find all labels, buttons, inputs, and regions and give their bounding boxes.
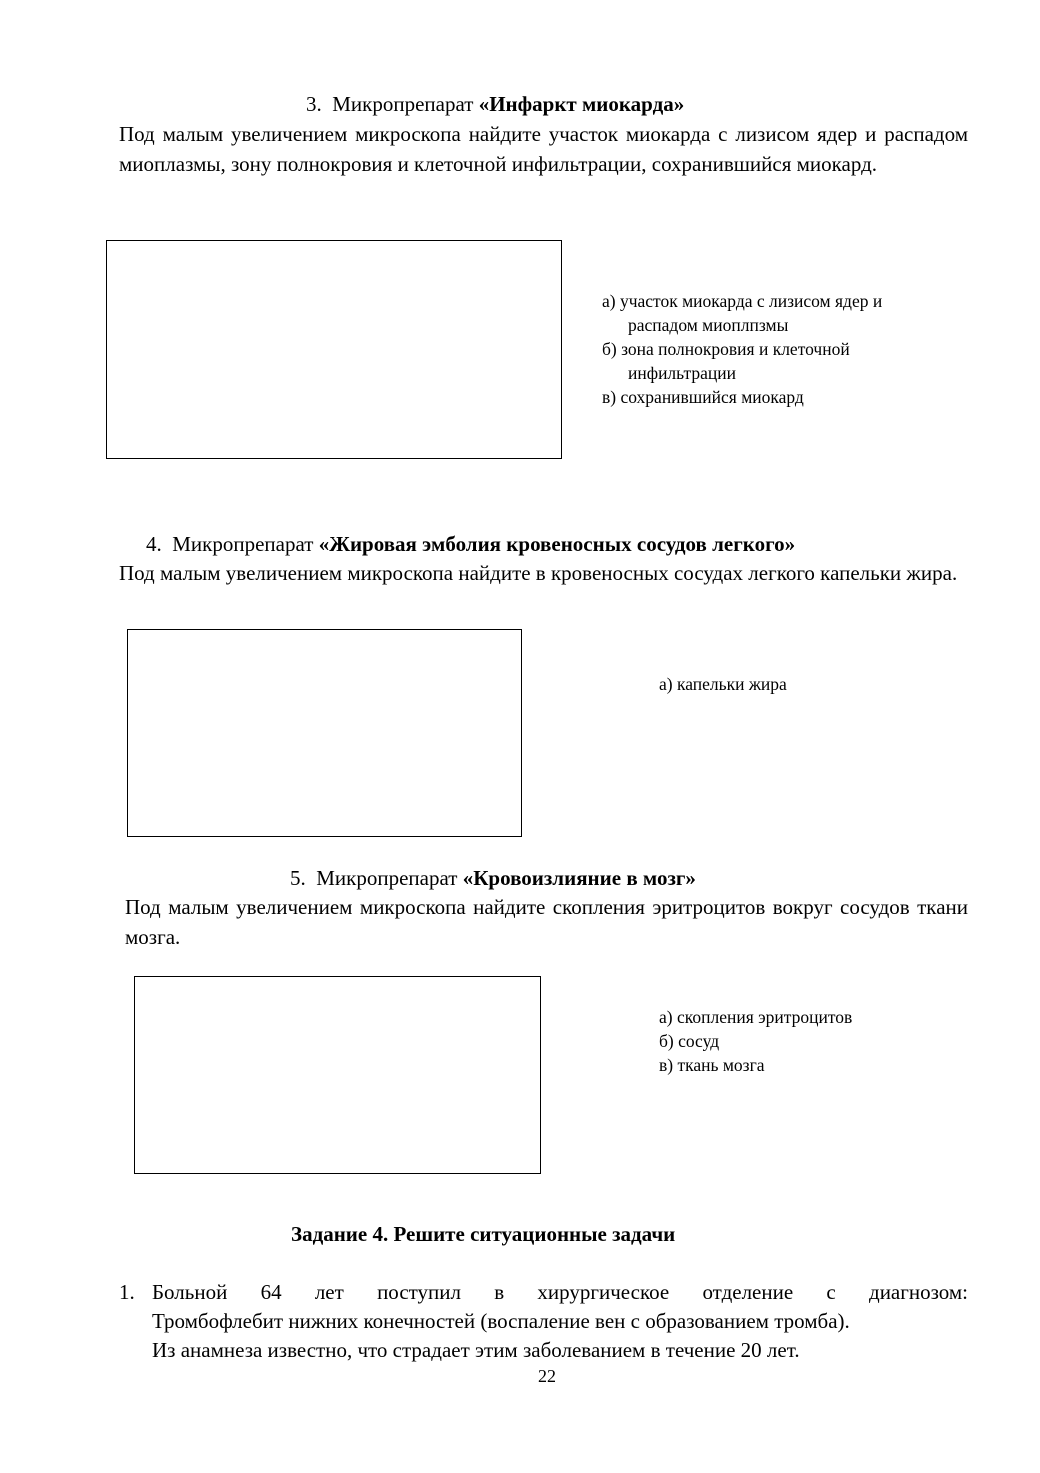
task-item [119,1278,968,1365]
legend-item-cont: инфильтрации [628,363,736,383]
section5-text: Под малым увеличением микроскопа найдите скопления эритроцитов вокруг сосудов ткани мозга. [125,895,968,949]
section4-heading [146,532,795,557]
section4-name: «Жировая эмболия кровеносных сосудов легкого» [318,532,796,556]
legend-item: а) участок миокарда с лизисом ядер и [602,291,883,311]
section4-prefix: Микропрепарат [172,532,314,556]
task-item-line: Больной 64 лет поступил в хирургическое отделение с диагнозом: [152,1280,968,1304]
section5-legend [659,1005,852,1077]
section3-number: 3. [306,92,322,116]
section4-legend [659,672,787,696]
legend-item: б) сосуд [659,1031,720,1051]
section3-name: «Инфаркт миокарда» [478,92,685,116]
legend-item: в) сохранившийся миокард [602,387,804,407]
task-item-line: Из анамнеза известно, что страдает этим заболеванием в течение 20 лет. [152,1338,800,1362]
section3-text: Под малым увеличением микроскопа найдите участок миокарда с лизисом ядер и распадом миоплазмы, зону полнокровия и клеточной инфильтрации, сохранившийся миокард. [119,122,968,176]
section4-text: Под малым увеличением микроскопа найдите в кровеносных сосудах легкого капельки жира. [119,561,958,585]
legend-item-cont: распадом миоплпзмы [628,315,789,335]
section5-prefix: Микропрепарат [316,866,458,890]
section4-number: 4. [146,532,162,556]
section5-heading [290,866,696,891]
legend-item: б) зона полнокровия и клеточной [602,339,850,359]
legend-item: а) капельки жира [659,674,787,694]
legend-item: в) ткань мозга [659,1055,765,1075]
section5-name: «Кровоизлияние в мозг» [462,866,696,890]
section5-number: 5. [290,866,306,890]
section4-drawing-box [127,629,522,837]
task-title: Задание 4. Решите ситуационные задачи [291,1222,676,1246]
page-number: 22 [538,1366,556,1386]
section3-prefix: Микропрепарат [332,92,474,116]
task-item-number: 1. [119,1280,135,1304]
section3-heading [306,92,684,117]
section3-drawing-box [106,240,562,459]
legend-item: а) скопления эритроцитов [659,1007,853,1027]
section3-legend [602,289,882,409]
section5-drawing-box [134,976,541,1174]
task-item-line: Тромбофлебит нижних конечностей (воспаление вен с образованием тромба). [152,1309,850,1333]
